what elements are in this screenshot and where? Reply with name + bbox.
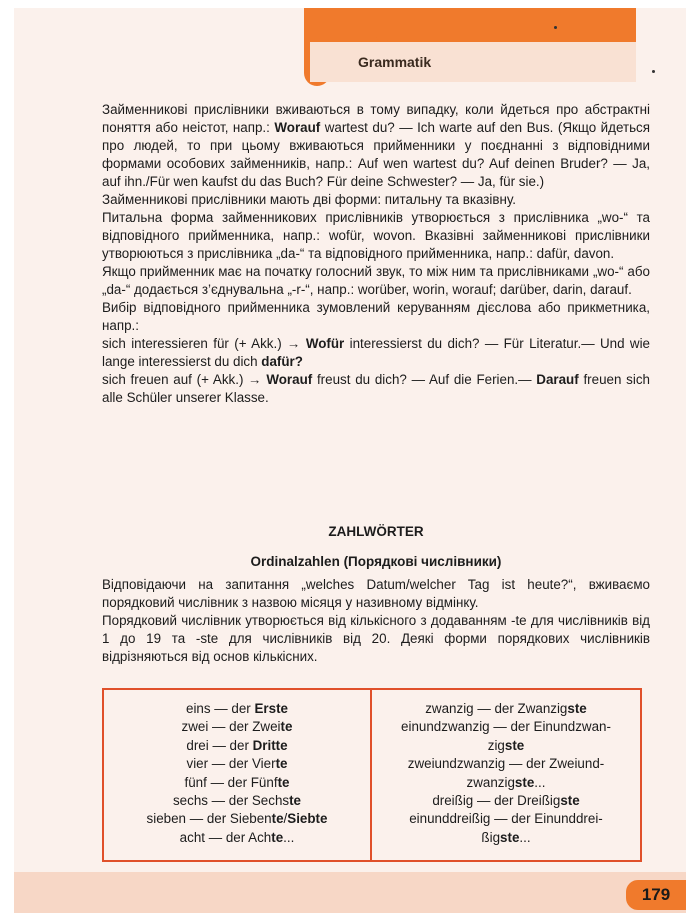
table-row [104,718,370,736]
bold-term: te [271,829,284,845]
text-run: Відповідаючи на запитання „welches Datum/welcher Tag ist heute?“, вживаємо порядковий числівник з назвою місяця у називному відмінку. [102,577,650,610]
page-number: 179 [626,880,686,910]
bold-term: ste [504,737,525,753]
paragraph [102,335,650,371]
text-run: Якщо прийменник має на початку голосний звук, то між ним та прислівниками „wo-“ або „da-“ додається з’єднувальна „-r-“, напр.: worüber, worin, worauf; darüber, darin, darauf. [102,264,650,297]
bold-term: Wofür [305,336,345,351]
header-stripe [420,8,434,42]
text-run: eins — der [186,701,255,716]
text-run: freuen sich alle Schüler unserer Klasse. [102,372,650,405]
paragraph [102,576,650,612]
bold-term: te [280,719,293,735]
bold-term: Darauf [536,372,579,387]
print-speck [554,26,557,29]
table-row [372,737,640,755]
text-run: dreißig — der Dreißig [432,793,561,809]
text-run: ßig [481,829,501,845]
bold-term: Erste [254,701,288,716]
text-run: freust du dich? — Auf die Ferien.— [312,372,537,387]
bold-term: Dritte [252,737,288,753]
text-run: acht — der Ach [179,829,272,845]
text-run: Займенникові прислівники вживаються в тому випадку, коли йдеться про абстрактні поняття або неістот, напр.: [102,102,650,135]
ordinal-column-left [104,690,372,860]
paragraph [102,101,650,191]
bold-term: ste [567,701,587,716]
ordinal-numbers-table [102,688,642,862]
header-stripe [464,8,478,42]
table-row [104,829,370,847]
header-stripe [354,8,368,42]
text-run: zweiundzwanzig — der Zweiund- [407,756,605,772]
text-run: einundzwanzig — der Einundzwan- [401,719,611,735]
text-run: sieben — der Sieben [146,811,272,827]
paragraph [102,209,650,263]
paragraph [102,371,650,407]
print-speck [652,70,655,73]
bold-term: te [277,774,290,790]
text-run: wartest du? — Ich warte auf den Bus. (Якщо йдеться про людей, то при цьому вживаються прийменники у поєднанні з відповідними формами особових займенників, напр.: Auf wen wartest du? Auf deinen Bruder? — Ja, auf ihn./Für wen kaufst du das Buch? Für deine Schwester? — Ja, für sie.) [102,120,651,189]
bold-term: ste [514,774,535,790]
header-stripe [442,8,456,42]
header-stripe [376,8,390,42]
subsection-title: Ordinalzahlen (Порядкові числівники) [250,554,502,569]
text-run: Питальна форма займенникових прислівників утворюється з прислівника „wo-“ та відповідного прийменника, напр.: wofür, wovon. Вказівні займенникові прислівники утворюються з прислівника „da-“ та відповідного прийменника, напр.: dafür, davon. [102,210,650,261]
table-row [372,718,640,736]
text-run: sich interessieren für (+ Akk.) → [102,336,306,351]
grammar-explanation [102,101,650,407]
paragraph [102,191,650,209]
text-run: sechs — der Sechs [172,793,290,809]
ordinal-column-right [372,690,640,860]
bold-term: Siebte [287,811,328,827]
text-run: zwei — der Zwei [181,719,281,735]
section-label: Grammatik [354,50,508,74]
bold-term: Worauf [266,372,313,387]
text-run: einunddreißig — der Einunddrei- [409,811,603,827]
text-run: zwanzig [466,774,515,790]
paragraph [102,612,650,666]
text-run: zig [487,737,505,753]
table-row [104,792,370,810]
textbook-page [14,8,686,913]
bold-term: ste [560,793,580,809]
bold-term: te [289,793,302,809]
header-band [14,8,686,86]
table-row [372,792,640,810]
text-run: drei — der [186,737,253,753]
text-run: Порядковий числівник утворюється від кількісного з додаванням -te для числівників від 1 до 19 та -ste для числівників від 20. Деякі форми порядкових числівників відрізняються від основ кількісних. [102,613,650,664]
table-row [104,737,370,755]
section-title: ZAHLWÖRTER [328,524,424,539]
bold-term: dafür? [261,354,303,369]
text-run: interessierst du dich? — Für Literatur.— Und wie lange interessierst du dich [102,336,650,369]
text-run: zwanzig — der Zwanzig [425,701,568,716]
text-run: ... [519,829,531,845]
table-row [104,700,370,718]
text-run: sich freuen auf (+ Akk.) → [102,372,267,387]
table-row [104,774,370,792]
bold-term: te [271,811,284,827]
table-row [372,700,640,718]
text-run: ... [534,774,546,790]
table-row [104,755,370,773]
header-stripe [398,8,412,42]
text-run: fünf — der Fünf [184,774,278,790]
table-row [372,829,640,847]
table-row [372,774,640,792]
table-row [104,810,370,828]
text-run: vier — der Vier [186,756,276,772]
table-row [372,755,640,773]
paragraph [102,263,650,299]
bold-term: Worauf [274,120,321,135]
text-run: ... [283,829,295,845]
text-run: / [283,811,288,827]
bold-term: ste [500,829,520,845]
bold-term: te [275,756,288,772]
table-row [372,810,640,828]
ordinal-explanation [102,576,650,666]
paragraph [102,299,650,335]
text-run: Вибір відповідного прийменника зумовлений керуванням дієслова або прикметника, напр.: [102,300,650,333]
footer-bar [14,872,686,913]
text-run: Займенникові прислівники мають дві форми: питальну та вказівну. [102,192,516,207]
